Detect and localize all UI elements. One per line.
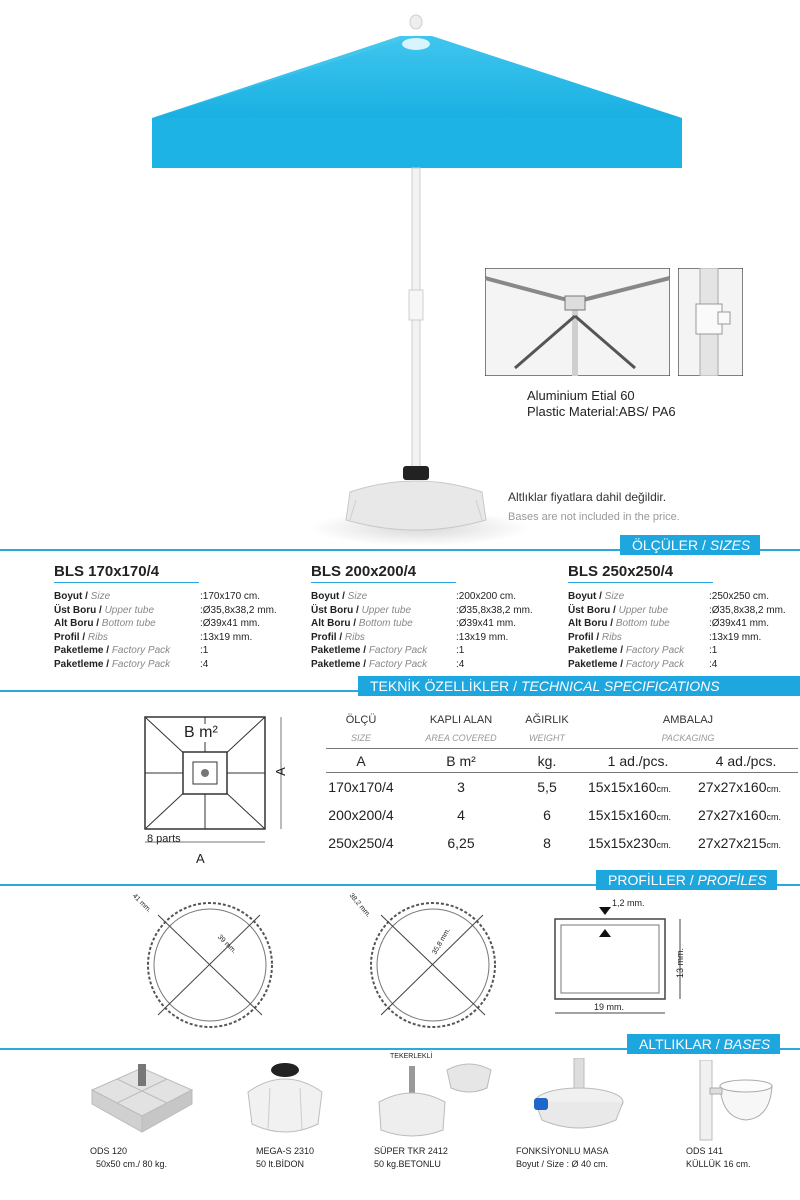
- unit-pack4: 4 ad./pcs.: [715, 753, 777, 769]
- parts-label: 8 parts: [147, 833, 181, 845]
- pack-dimensions: 27x27x160: [698, 779, 767, 795]
- spec-label-tr: Profil /: [311, 631, 345, 643]
- bases-note-tr: Altlıklar fiyatlara dahil değildir.: [508, 490, 667, 504]
- sizes-section-header: [620, 535, 760, 555]
- spec-value: :170x170 cm.: [200, 591, 261, 602]
- cell-area: 4: [457, 807, 465, 823]
- bases-section-header: [627, 1034, 780, 1054]
- spec-value: :Ø39x41 mm.: [709, 618, 770, 630]
- spec-row: [311, 631, 551, 644]
- base-name: ODS 141: [686, 1146, 724, 1156]
- spec-label-tr: Boyut /: [54, 591, 91, 602]
- spec-label-en: Bottom tube: [101, 618, 156, 630]
- pack-unit: cm.: [656, 812, 672, 822]
- rib-joint-detail: [485, 268, 670, 376]
- unit-size: A: [356, 753, 366, 769]
- upper-inner-dimension: 39 mm.: [215, 933, 238, 956]
- lower-inner-dimension: 35,8 mm.: [431, 927, 452, 956]
- cell-pack1: [588, 807, 696, 823]
- pack-dimensions: 15x15x160: [588, 779, 657, 795]
- pack-dimensions: 27x27x160: [698, 807, 767, 823]
- sizes-header-en: SIZES: [709, 537, 751, 553]
- spec-label-tr: Üst Boru /: [311, 604, 362, 616]
- pack-unit: cm.: [766, 784, 782, 794]
- spec-row: [311, 604, 551, 617]
- cell-weight: 6: [543, 807, 551, 823]
- bottom-dimension-label: A: [196, 851, 205, 866]
- upper-tube-profile: [130, 892, 290, 1035]
- spec-label-tr: Boyut /: [311, 591, 348, 602]
- spec-label-tr: Alt Boru /: [54, 618, 102, 630]
- spec-value: :Ø35,8x38,2 mm.: [456, 604, 533, 616]
- base-item: [90, 1145, 167, 1171]
- cell-size: 170x170/4: [328, 779, 394, 795]
- spec-label-en: Upper tube: [361, 604, 412, 616]
- bases-header-tr: ALTLIKLAR /: [639, 1036, 724, 1052]
- table-rule: [326, 772, 798, 773]
- pack-dimensions: 27x27x215: [698, 835, 767, 851]
- spec-row: [568, 658, 800, 671]
- spec-label-tr: Üst Boru /: [54, 604, 105, 616]
- base-ods-120-image: [82, 1060, 200, 1140]
- pack-unit: cm.: [656, 840, 672, 850]
- column-header-tr: KAPLI ALAN: [429, 714, 493, 726]
- canopy: [152, 36, 682, 168]
- spec-value: :13x19 mm.: [456, 631, 509, 643]
- upper-outer-dimension: 41 mm.: [130, 892, 153, 915]
- column-header-en: PACKAGING: [661, 733, 715, 743]
- cell-pack4: [698, 807, 800, 823]
- pack-dimensions: 15x15x230: [588, 835, 657, 851]
- spec-row: [568, 617, 800, 630]
- cell-pack1: [588, 779, 696, 795]
- spec-value: :1: [200, 645, 209, 657]
- spec-label-en: Factory Pack: [111, 645, 171, 657]
- table-rule: [326, 748, 798, 749]
- spec-row: [311, 617, 551, 630]
- spec-row: [568, 590, 800, 603]
- spec-row: [568, 631, 800, 644]
- base-detail: 50 kg.BETONLU: [374, 1159, 441, 1169]
- technical-header-en: TECHNICAL SPECIFICATIONS: [520, 678, 720, 694]
- base-detail: 50x50 cm./ 80 kg.: [96, 1159, 168, 1169]
- area-label: B m²: [180, 724, 222, 742]
- material-caption: [527, 388, 676, 420]
- cell-size: 200x200/4: [328, 807, 394, 823]
- cell-pack4: [698, 779, 800, 795]
- model-title: BLS 250x250/4: [568, 563, 674, 580]
- spec-row: [54, 590, 294, 603]
- spec-value: :Ø35,8x38,2 mm.: [709, 604, 786, 616]
- spec-label-tr: Paketleme /: [311, 659, 369, 670]
- pack-unit: cm.: [766, 812, 782, 822]
- spec-label-en: Ribs: [344, 631, 365, 643]
- side-dimension-label: A: [272, 767, 288, 776]
- wheeled-tag: TEKERLEKLİ: [390, 1053, 433, 1060]
- spec-label-en: Ribs: [87, 631, 108, 643]
- spec-row: [311, 644, 551, 657]
- spec-row: [54, 617, 294, 630]
- spec-label-tr: Alt Boru /: [568, 618, 616, 630]
- material-line-2: Plastic Material:ABS/ PA6: [527, 404, 676, 419]
- spec-label-tr: Paketleme /: [54, 659, 112, 670]
- spec-row: [311, 590, 551, 603]
- spec-label-tr: Üst Boru /: [568, 604, 619, 616]
- spec-row: [54, 631, 294, 644]
- base-detail: KÜLLÜK 16 cm.: [686, 1159, 751, 1169]
- spec-value: :1: [709, 645, 718, 657]
- technical-section-header: [358, 676, 800, 696]
- bases-header-en: BASES: [723, 1036, 771, 1052]
- column-header-tr: AĞIRLIK: [525, 714, 569, 726]
- rib-height-label: 13 mm.: [675, 947, 686, 979]
- spec-value: :250x250 cm.: [709, 591, 770, 602]
- spec-label-en: Size: [90, 591, 111, 602]
- unit-pack1: 1 ad./pcs.: [607, 753, 669, 769]
- spec-row: [54, 658, 294, 671]
- spec-label-en: Factory Pack: [368, 645, 428, 657]
- base-mega-s-image: [240, 1058, 330, 1140]
- spec-value: :13x19 mm.: [200, 631, 253, 643]
- spec-label-tr: Paketleme /: [311, 645, 369, 657]
- base-table-image: [528, 1058, 638, 1140]
- profiles-section-header: [596, 870, 777, 890]
- spec-label-tr: Boyut /: [568, 591, 605, 602]
- base-item: [256, 1145, 314, 1171]
- lower-outer-dimension: 38,2 mm.: [347, 892, 372, 919]
- column-header-tr: ÖLÇÜ: [345, 714, 377, 726]
- sizes-header-tr: ÖLÇÜLER /: [632, 537, 710, 553]
- spec-value: :Ø39x41 mm.: [200, 618, 261, 630]
- water-base: [346, 466, 486, 530]
- spec-value: :200x200 cm.: [456, 591, 517, 602]
- cell-pack1: [588, 835, 696, 851]
- spec-label-tr: Paketleme /: [54, 645, 112, 657]
- cell-area: 6,25: [447, 835, 475, 851]
- spec-value: :Ø35,8x38,2 mm.: [200, 604, 277, 616]
- column-header-en: WEIGHT: [529, 733, 565, 743]
- base-super-tkr-image: [373, 1058, 493, 1144]
- base-ashtray-image: [680, 1060, 780, 1142]
- base-name: SÜPER TKR 2412: [374, 1146, 448, 1156]
- column-header-en: AREA COVERED: [425, 733, 497, 743]
- spec-label-en: Factory Pack: [625, 645, 685, 657]
- spec-label-en: Factory Pack: [625, 659, 685, 670]
- column-header-tr: AMBALAJ: [662, 714, 714, 726]
- spec-row: [568, 604, 800, 617]
- cell-area: 3: [457, 779, 465, 795]
- spec-value: :4: [200, 659, 209, 670]
- spec-label-en: Bottom tube: [358, 618, 413, 630]
- spec-value: :4: [456, 659, 465, 670]
- pole-clamp-detail: [678, 268, 743, 376]
- spec-label-tr: Alt Boru /: [311, 618, 359, 630]
- cell-pack4: [698, 835, 800, 851]
- bases-note-en: Bases are not included in the price.: [508, 511, 680, 523]
- spec-label-en: Ribs: [601, 631, 622, 643]
- base-name: ODS 120: [90, 1146, 128, 1156]
- model-title: BLS 200x200/4: [311, 563, 417, 580]
- spec-label-en: Bottom tube: [615, 618, 670, 630]
- unit-weight: kg.: [537, 753, 557, 769]
- spec-value: :4: [709, 659, 718, 670]
- base-detail: Boyut / Size : Ø 40 cm.: [516, 1159, 609, 1169]
- unit-area: B m²: [446, 753, 476, 769]
- profiles-header-tr: PROFİLLER /: [608, 872, 698, 888]
- base-detail: 50 lt.BİDON: [256, 1159, 305, 1169]
- cell-weight: 8: [543, 835, 551, 851]
- spec-value: :1: [456, 645, 465, 657]
- pack-dimensions: 15x15x160: [588, 807, 657, 823]
- pack-unit: cm.: [656, 784, 672, 794]
- base-name: MEGA-S 2310: [256, 1146, 315, 1156]
- spec-label-tr: Paketleme /: [568, 645, 626, 657]
- rib-width-label: 19 mm.: [594, 1002, 625, 1012]
- spec-label-en: Size: [347, 591, 368, 602]
- column-header-en: SIZE: [350, 733, 371, 743]
- cell-weight: 5,5: [537, 779, 557, 795]
- material-line-1: Aluminium Etial 60: [527, 388, 635, 403]
- spec-label-en: Upper tube: [618, 604, 669, 616]
- rib-thickness-label: 1,2 mm.: [612, 898, 645, 908]
- base-item: [686, 1145, 751, 1171]
- technical-header-tr: TEKNİK ÖZELLİKLER /: [370, 678, 521, 694]
- spec-value: :13x19 mm.: [709, 631, 762, 643]
- base-item: [374, 1145, 448, 1171]
- spec-row: [54, 644, 294, 657]
- profiles-header-en: PROFİLES: [697, 872, 767, 888]
- spec-label-tr: Profil /: [54, 631, 88, 643]
- spec-label-tr: Paketleme /: [568, 659, 626, 670]
- lower-tube-profile: [353, 895, 513, 1035]
- spec-row: [54, 604, 294, 617]
- spec-row: [311, 658, 551, 671]
- spec-label-en: Factory Pack: [368, 659, 428, 670]
- base-name: FONKSİYONLU MASA: [516, 1146, 609, 1156]
- spec-label-tr: Profil /: [568, 631, 602, 643]
- cell-size: 250x250/4: [328, 835, 394, 851]
- base-item: [516, 1145, 609, 1171]
- spec-label-en: Factory Pack: [111, 659, 171, 670]
- spec-value: :Ø39x41 mm.: [456, 618, 517, 630]
- spec-row: [568, 644, 800, 657]
- spec-label-en: Size: [604, 591, 625, 602]
- spec-label-en: Upper tube: [104, 604, 155, 616]
- model-title: BLS 170x170/4: [54, 563, 160, 580]
- pack-unit: cm.: [766, 840, 782, 850]
